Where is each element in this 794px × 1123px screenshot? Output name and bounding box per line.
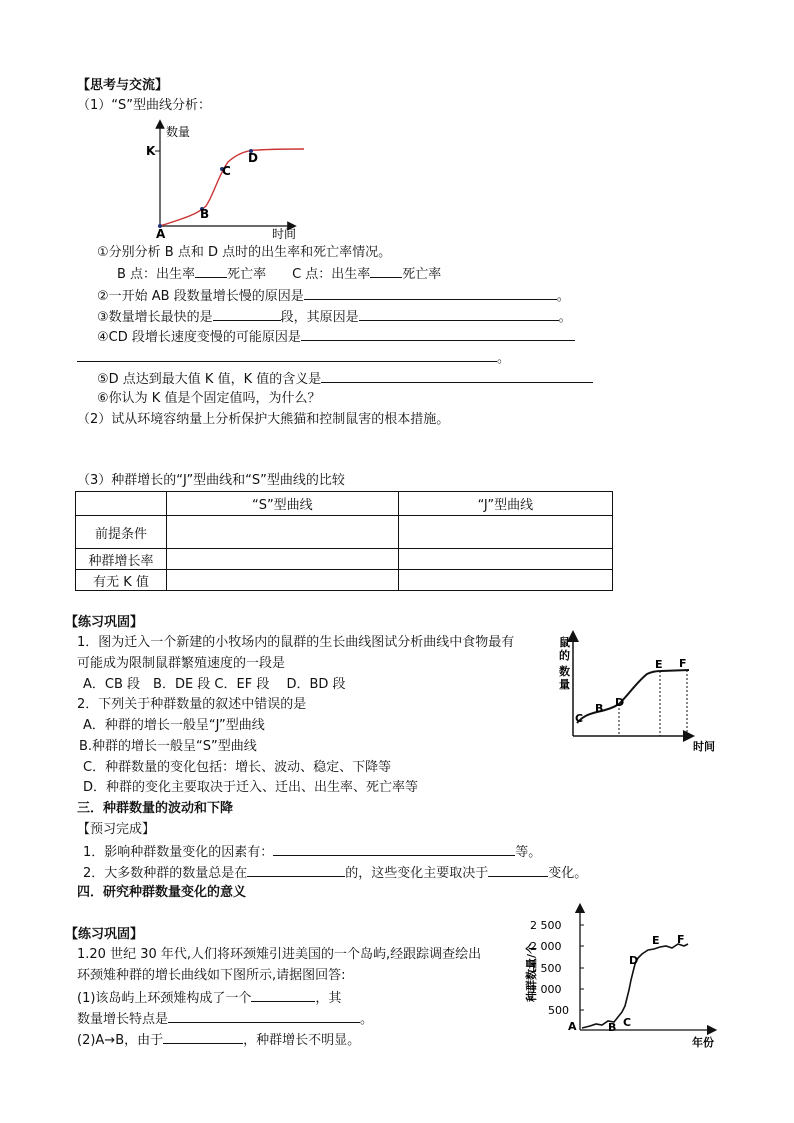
s-chart-k: K [146, 144, 156, 158]
pheasant-chart-c: C [623, 1016, 632, 1029]
pheasant-chart [522, 902, 722, 1050]
s3-q2: 2．大多数种群的数量总是在 的，这些变化主要取决于 变化。 [83, 863, 587, 883]
thinking-heading: 【思考与交流】 [77, 78, 169, 93]
pheasant-chart-b: B [608, 1021, 617, 1034]
p2-q1-1: (1)该岛屿上环颈雉构成了一个 ，其 [77, 988, 341, 1008]
table-header-s: “S”型曲线 [167, 492, 399, 516]
table-row-label: 有无 K 值 [76, 570, 167, 591]
pheasant-tick: 500 [548, 1004, 569, 1017]
practice2-heading: 【练习巩固】 [65, 927, 144, 942]
s-curve-chart [140, 118, 315, 240]
rat-chart-f: F [679, 657, 687, 670]
s3-q1: 1．影响种群数量变化的因素有： 等。 [83, 842, 541, 862]
p2-q1a: 1.20 世纪 30 年代,人们将环颈雉引进美国的一个岛屿,经跟踪调查绘出 [77, 947, 482, 962]
q1-4: ④CD 段增长速度变慢的可能原因是 [97, 327, 575, 347]
s-chart-a: A [156, 227, 166, 240]
s-curve-line [160, 149, 304, 226]
q2: （2）试从环境容纳量上分析保护大熊猫和控制鼠害的根本措施。 [77, 412, 450, 427]
q1-6: ⑥你认为 K 值是个固定值吗，为什么？ [97, 391, 321, 406]
q1-1b: B 点：出生率 死亡率 C 点：出生率 死亡率 [117, 264, 441, 284]
q3: （3）种群增长的“J”型曲线和“S”型曲线的比较 [77, 473, 345, 488]
q1-5: ⑤D 点达到最大值 K 值，K 值的含义是 [97, 369, 593, 389]
p1-q2-d: D．种群的变化主要取决于迁入、迁出、出生率、死亡率等 [83, 780, 419, 795]
s-chart-ylabel: 数量 [166, 125, 191, 139]
q1-title: （1）“S”型曲线分析： [77, 98, 211, 113]
table-header-j: “J”型曲线 [398, 492, 612, 516]
rat-chart-b: B [595, 702, 604, 715]
rat-chart-ylabel: 数 [559, 665, 570, 678]
rat-chart-ylabel: 鼠 [559, 636, 570, 649]
pheasant-tick: 1 000 [530, 983, 562, 996]
q1-3: ③数量增长最快的是 段，其原因是 。 [97, 307, 572, 327]
rat-chart-d: D [615, 696, 625, 709]
rat-curve-chart [555, 630, 730, 755]
rat-chart-e: E [655, 658, 663, 671]
pheasant-chart-e: E [652, 934, 660, 947]
section4-heading: 四．研究种群数量变化的意义 [77, 885, 247, 900]
p1-q1a: 1．图为迁入一个新建的小牧场内的鼠群的生长曲线图试分析曲线中食物最有 [77, 635, 515, 650]
pheasant-chart-xlabel: 年份 [692, 1036, 714, 1049]
s-chart-b: B [200, 207, 210, 221]
q1-4-line2: 。 [77, 348, 510, 368]
pheasant-chart-f: F [677, 933, 685, 946]
p1-q1b: 可能成为限制鼠群繁殖速度的一段是 [77, 656, 286, 671]
q1-1: ①分别分析 B 点和 D 点时的出生率和死亡率情况。 [97, 245, 392, 260]
p1-q2: 2．下列关于种群数量的叙述中错误的是 [77, 697, 307, 712]
pheasant-tick: 1 500 [530, 962, 562, 975]
p2-q1-2: (2)A→B，由于 ，种群增长不明显。 [77, 1030, 360, 1050]
s-chart-c: C [222, 164, 231, 178]
s-chart-d: D [248, 151, 258, 165]
q1-2: ②一开始 AB 段数量增长慢的原因是 。 [97, 286, 570, 306]
pheasant-tick: 2 000 [530, 940, 562, 953]
pheasant-tick: 2 500 [530, 919, 562, 932]
rat-chart-xlabel: 时间 [693, 740, 715, 753]
practice1-heading: 【练习巩固】 [65, 615, 144, 630]
pheasant-chart-d: D [629, 954, 639, 967]
table-row-label: 前提条件 [76, 516, 167, 549]
comparison-table [75, 491, 613, 591]
p1-q2-a: A．种群的增长一般呈“J”型曲线 [83, 718, 265, 733]
rat-chart-c: C [575, 712, 584, 725]
section3-heading: 三．种群数量的波动和下降 [77, 801, 234, 816]
rat-chart-ylabel: 的 [559, 649, 570, 662]
s-chart-xlabel: 时间 [272, 227, 297, 240]
p2-q1b: 环颈雉种群的增长曲线如下图所示,请据图回答: [77, 968, 346, 983]
rat-chart-ylabel: 量 [559, 678, 570, 691]
rat-curve-line [577, 670, 689, 723]
pheasant-chart-a: A [568, 1020, 577, 1033]
p1-q2-c: C．种群数量的变化包括：增长、波动、稳定、下降等 [83, 760, 392, 775]
table-row-label: 种群增长率 [76, 549, 167, 570]
pheasant-chart-ylabel: 种群数量/个 [525, 942, 538, 1002]
p2-q1-1b: 数量增长特点是 。 [77, 1009, 373, 1029]
p1-q2-b: B.种群的增长一般呈“S”型曲线 [79, 739, 257, 754]
p1-q1-options: A．CB 段 B．DE 段 C．EF 段 D．BD 段 [83, 677, 346, 692]
preview-heading: 【预习完成】 [77, 822, 156, 837]
